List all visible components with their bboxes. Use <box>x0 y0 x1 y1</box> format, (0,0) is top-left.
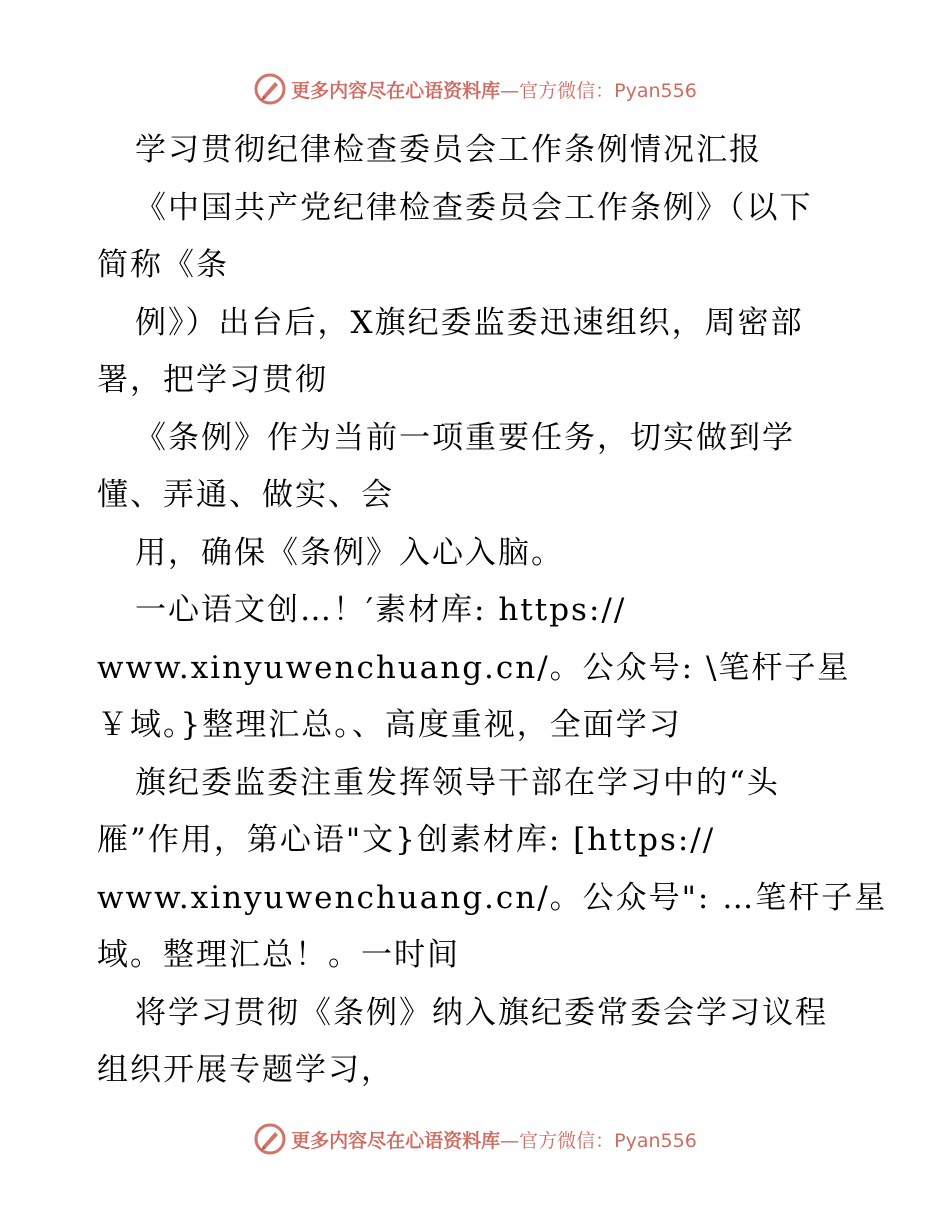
text-line: 简称《条 <box>97 247 229 283</box>
watermark-brand: 更多内容尽在心语资料库 <box>291 1129 501 1152</box>
watermark-separator: — <box>500 1129 520 1152</box>
watermark-contact: 官方微信：Pyan556 <box>519 79 697 102</box>
pen-logo-icon <box>253 1122 287 1156</box>
header-watermark <box>0 72 950 106</box>
footer-watermark <box>0 1122 950 1156</box>
text-line: 用，确保《条例》入心入脑。 <box>135 534 564 571</box>
text-line: 将学习贯彻《条例》纳入旗纪委常委会学习议程 <box>135 994 828 1031</box>
text-line: www.xinyuwenchuang.cn/。公众号: \笔杆子星 <box>97 649 851 686</box>
watermark-text <box>291 1126 697 1153</box>
text-line: 例》）出台后，X旗纪委监委迅速组织，周密部 <box>135 304 804 341</box>
watermark-separator: — <box>500 79 520 102</box>
text-line: 《条例》作为当前一项重要任务，切实做到学 <box>135 419 795 456</box>
text-line: 《中国共产党纪律检查委员会工作条例》（以下 <box>135 189 813 226</box>
text-line: ￥域。}整理汇总。、高度重视，全面学习 <box>97 707 682 743</box>
text-line: 域。整理汇总！。一时间 <box>97 937 460 973</box>
text-line: 雁”作用，第心语"文}创素材库: [https:// <box>97 822 716 858</box>
text-line: 懂、弄通、做实、会 <box>97 477 394 513</box>
text-line: www.xinyuwenchuang.cn/。公众号": …笔杆子星 <box>97 879 888 916</box>
watermark-contact: 官方微信：Pyan556 <box>519 1129 697 1152</box>
text-line: 学习贯彻纪律检查委员会工作条例情况汇报 <box>135 132 762 168</box>
document-body <box>97 122 888 1100</box>
text-line: 署，把学习贯彻 <box>97 362 328 398</box>
text-line: 一心语文创…！′素材库: https:// <box>135 592 627 628</box>
text-line: 旗纪委监委注重发挥领导干部在学习中的“头 <box>135 764 780 801</box>
watermark-brand: 更多内容尽在心语资料库 <box>291 79 501 102</box>
watermark-text <box>291 76 697 103</box>
text-line: 组织开展专题学习， <box>97 1052 394 1088</box>
pen-logo-icon <box>253 72 287 106</box>
